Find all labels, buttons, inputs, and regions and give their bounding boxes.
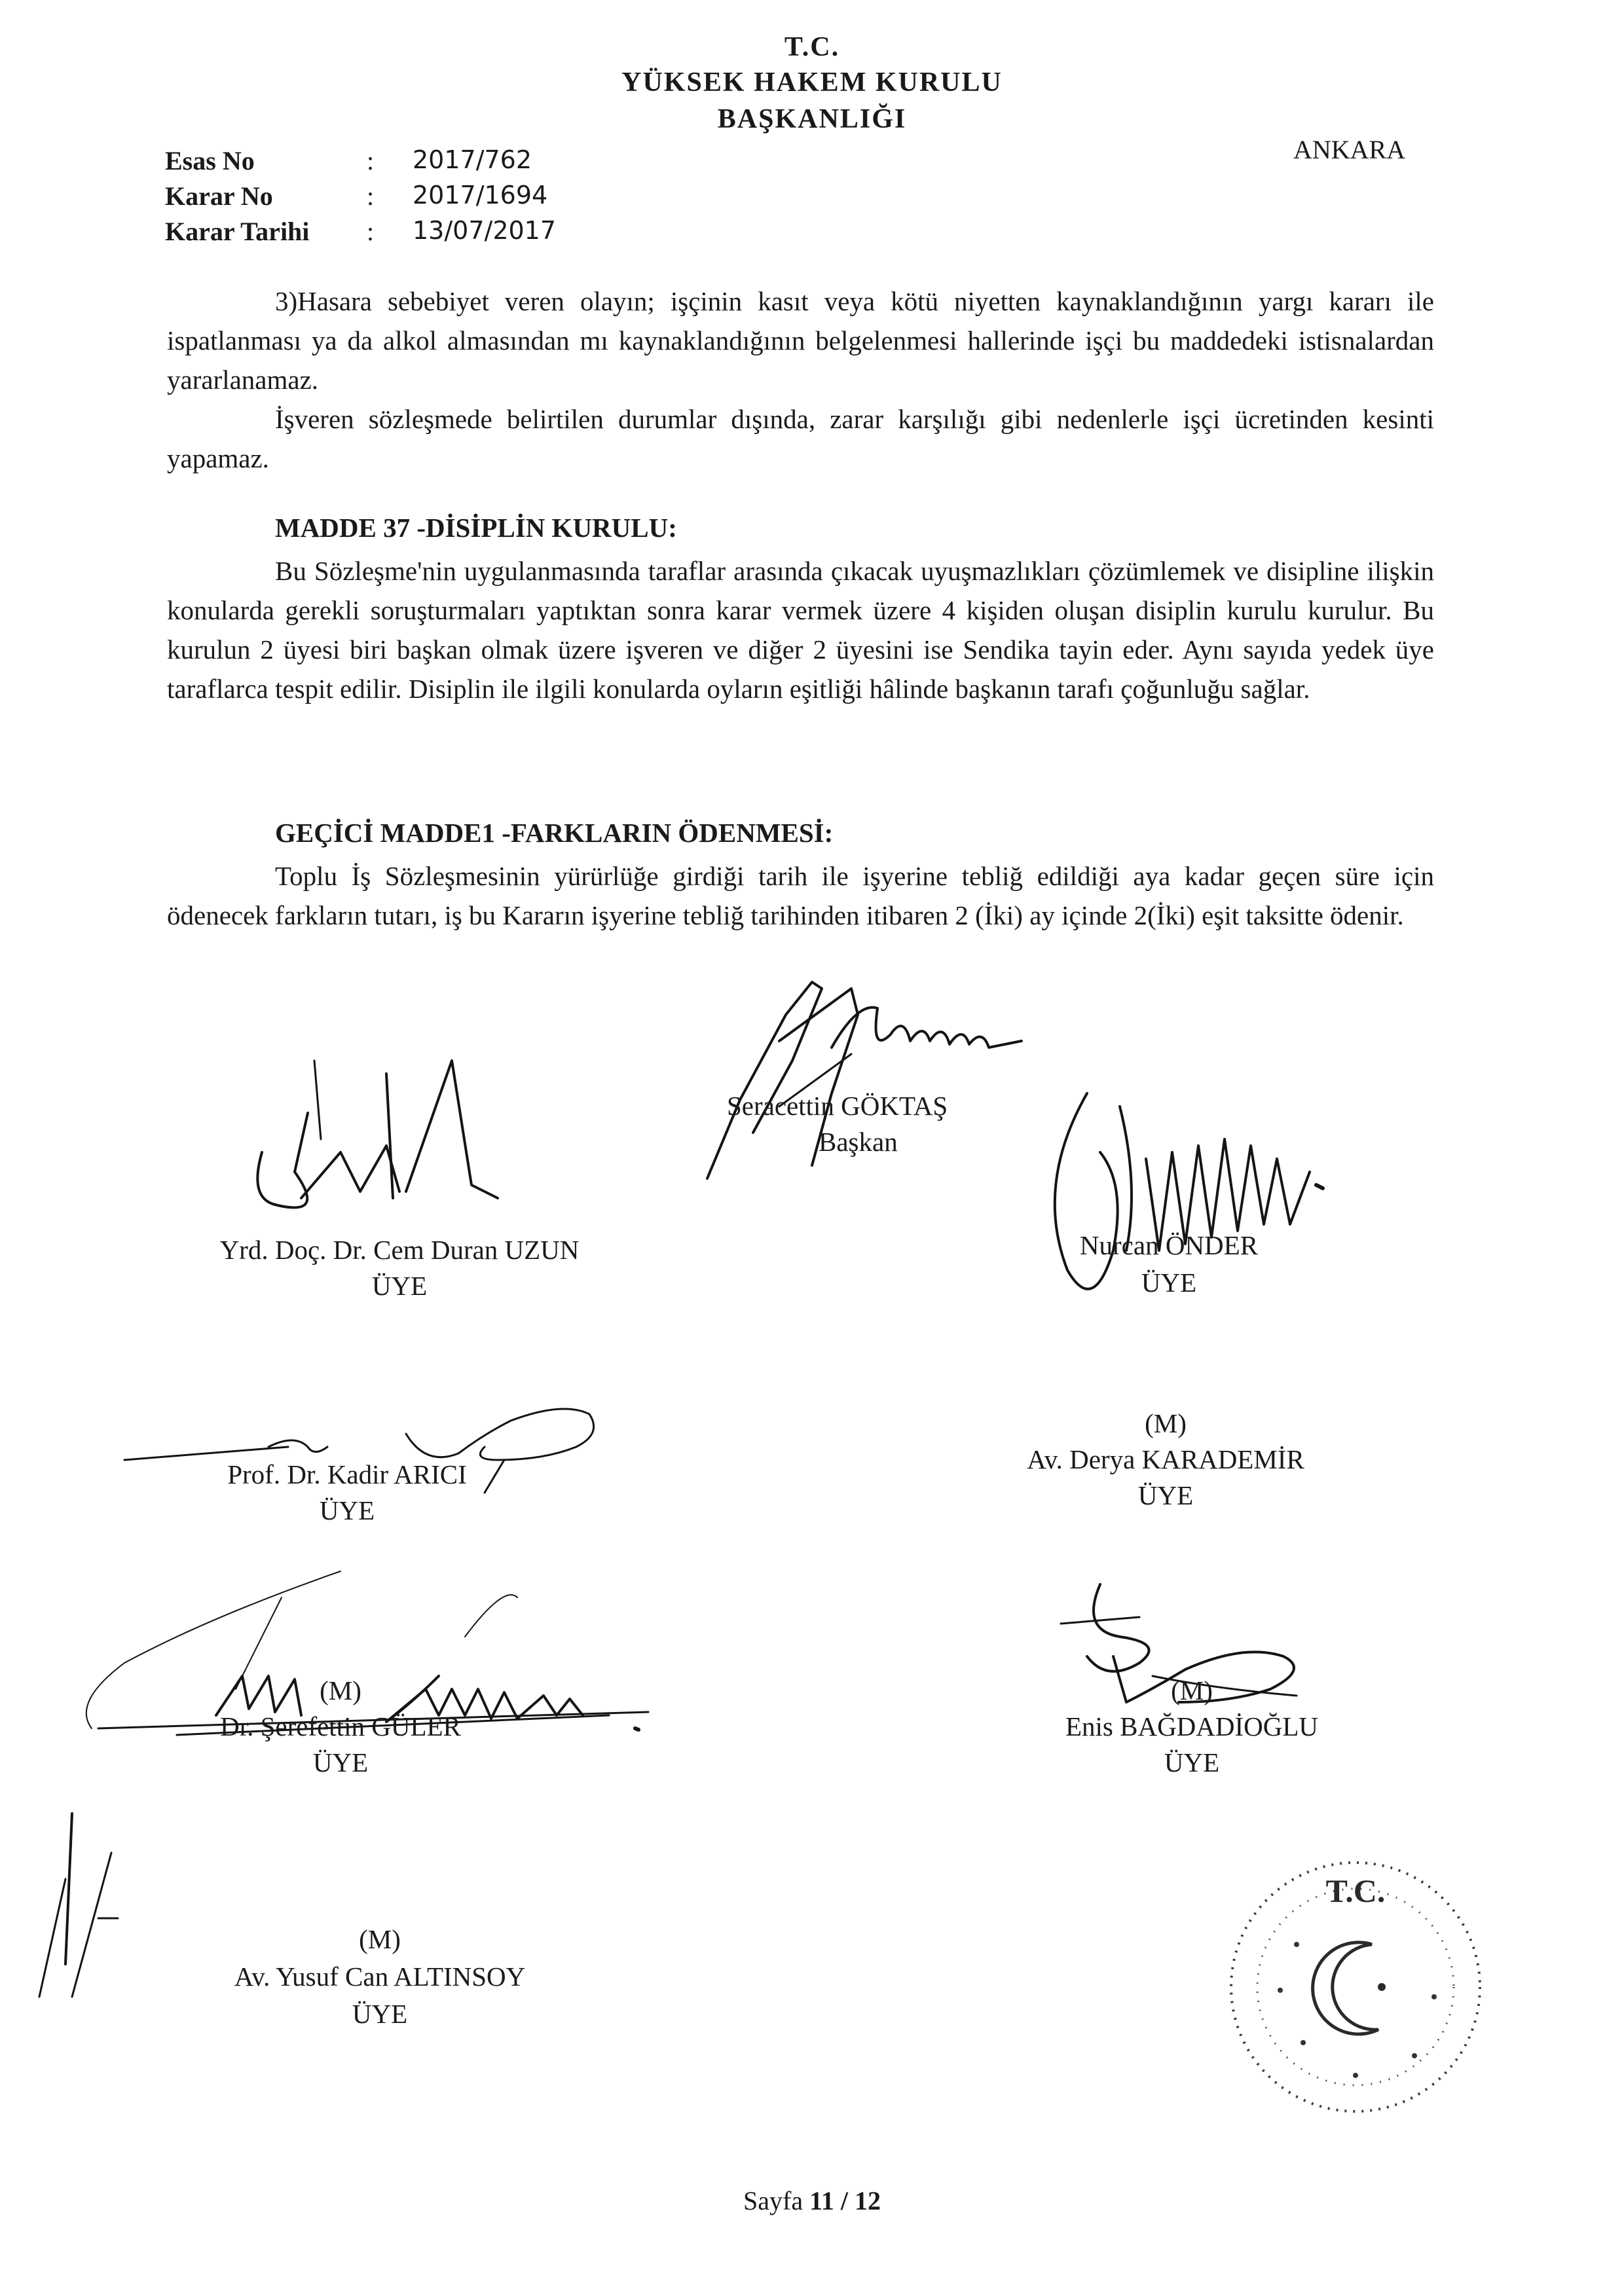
altinsoy-name: Av. Yusuf Can ALTINSOY: [234, 1961, 526, 1992]
page-number: [0, 2185, 1624, 2216]
page-separator: /: [840, 2186, 848, 2215]
paragraph-deduction: İşveren sözleşmede belirtilen durumlar dışında, zarar karşılığı gibi nedenlerle işçi ücretinden kesinti yapamaz.: [167, 404, 1434, 473]
guler-mark: (M): [320, 1675, 361, 1705]
meta-colon: :: [367, 217, 375, 246]
paragraph-payment: Toplu İş Sözleşmesinin yürürlüğe girdiği tarih ile işyerine tebliğ edildiği aya kadar geçen süre için ödenecek farkların tutarı, iş bu Kararın işyerine tebliğ tarihinden itibaren 2 (İki) ay içinde 2(İki) eşit taksitte ödenir.: [167, 861, 1434, 930]
arici-name: Prof. Dr. Kadir ARICI: [227, 1459, 467, 1489]
meta-colon: :: [367, 146, 375, 175]
bagdadioglu-name: Enis BAĞDADİOĞLU: [1065, 1711, 1319, 1741]
page-current: 11: [809, 2186, 834, 2215]
karademir-name: Av. Derya KARADEMİR: [1027, 1444, 1304, 1474]
meta-value-date: 13/07/2017: [413, 216, 557, 245]
arici-role: ÜYE: [319, 1495, 375, 1525]
heading-article-37: MADDE 37 -DİSİPLİN KURULU:: [275, 513, 677, 543]
signature-altinsoy-graphic: [13, 1800, 144, 2010]
signature-goktas-graphic: [681, 962, 1061, 1211]
altinsoy-mark: (M): [359, 1924, 401, 1954]
uzun-role: ÜYE: [371, 1271, 428, 1301]
header-tc: T.C.: [784, 32, 840, 62]
meta-colon: :: [367, 181, 375, 211]
meta-value-karar: 2017/1694: [413, 181, 548, 210]
onder-name: Nurcan ÖNDER: [1079, 1230, 1259, 1260]
meta-label-date: Karar Tarihi: [165, 217, 310, 246]
signature-uzun-graphic: [236, 1034, 511, 1231]
guler-name: Dr. Şerefettin GÜLER: [220, 1711, 461, 1741]
karademir-role: ÜYE: [1137, 1480, 1194, 1510]
page-total: 12: [855, 2186, 881, 2215]
meta-label-karar: Karar No: [165, 181, 273, 211]
president-role: Başkan: [819, 1127, 898, 1157]
official-seal-icon: [1218, 1846, 1493, 2128]
uzun-name: Yrd. Doç. Dr. Cem Duran UZUN: [219, 1235, 580, 1265]
meta-label-esas: Esas No: [165, 146, 255, 175]
page-prefix: Sayfa: [743, 2186, 803, 2215]
karademir-mark: (M): [1145, 1408, 1187, 1438]
seal-text: T.C.: [1325, 1872, 1386, 1909]
meta-value-esas: 2017/762: [413, 145, 532, 174]
altinsoy-role: ÜYE: [352, 1999, 408, 2029]
bagdadioglu-role: ÜYE: [1164, 1747, 1220, 1777]
paragraph-discipline: Bu Sözleşme'nin uygulanmasında taraflar arasında çıkacak uyuşmazlıkları çözümlemek ve disipline ilişkin konularda gerekli soruşturmaları yaptıktan sonra karar vermek üzere 4 kişiden oluşan disiplin kurulu kurulur. Bu kurulun 2 üyesi biri başkan olmak üzere işveren ve diğer 2 üyesini ise Sendika tayin eder. Aynı sayıda yedek üye taraflarca tespit edilir. Disiplin ile ilgili konularda oyların eşitliği hâlinde başkanın tarafı çoğunluğu sağlar.: [167, 556, 1434, 704]
heading-provisional-article: GEÇİCİ MADDE1 -FARKLARIN ÖDENMESİ:: [275, 818, 834, 848]
city-label: ANKARA: [1293, 135, 1406, 164]
president-name: Seracettin GÖKTAŞ: [727, 1091, 948, 1121]
bagdadioglu-mark: (M): [1171, 1675, 1213, 1705]
header-institution: YÜKSEK HAKEM KURULU: [621, 67, 1003, 98]
paragraph-damage: 3)Hasara sebebiyet veren olayın; işçinin kasıt veya kötü niyetten kaynaklandığının yargı kararı ile ispatlanması ya da alkol almasından mı kaynaklandığının belgelenmesi hallerinde işçi bu maddedeki istisnalardan yararlanamaz.: [167, 286, 1434, 395]
header-presidency: BAŞKANLIĞI: [717, 104, 907, 134]
guler-role: ÜYE: [312, 1747, 369, 1777]
onder-role: ÜYE: [1141, 1267, 1197, 1298]
